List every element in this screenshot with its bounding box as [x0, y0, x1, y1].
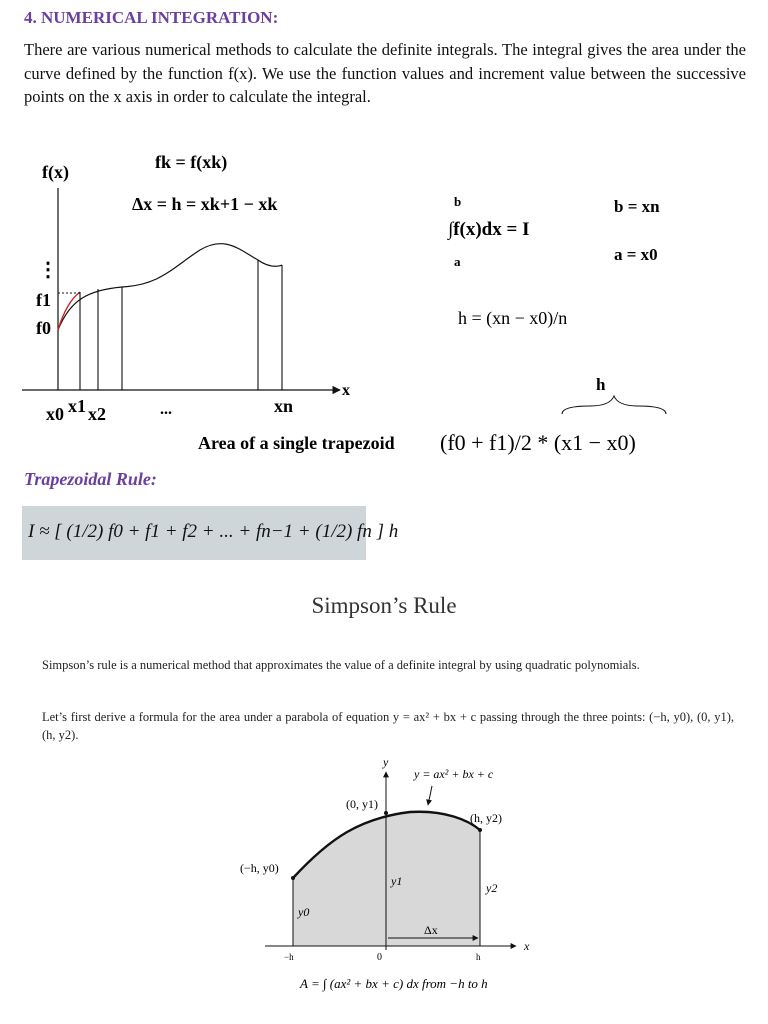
x-axis-label: x — [342, 382, 350, 399]
point-p0-label: (−h, y0) — [240, 861, 279, 875]
section-heading: 4. NUMERICAL INTEGRATION: — [24, 8, 279, 27]
curve-pointer — [428, 786, 432, 805]
f1-label: f1 — [36, 290, 51, 310]
fx-label: f(x) — [42, 162, 69, 182]
x2-label: x2 — [88, 404, 106, 424]
integral-lower-limit: a — [454, 254, 461, 269]
b-equals-xn: b = xn — [614, 197, 660, 216]
simpson-diagram — [0, 750, 768, 1024]
x-ellipsis: ... — [160, 401, 172, 418]
area-single-trapezoid-label: Area of a single trapezoid — [198, 433, 395, 453]
simpson-y-label: y — [383, 755, 389, 769]
h-brace-label: h — [596, 375, 606, 394]
simpson-paragraph-2: Let’s first derive a formula for the area under a parabola of equation y = ax² + bx + c passing through the three points: (−h, y0), (0, y1), (h, y2). — [42, 710, 734, 742]
h-brace — [562, 396, 666, 414]
simpson-area-formula: A = ∫ (ax² + bx + c) dx from −h to h — [300, 976, 488, 991]
x1-label: x1 — [68, 396, 86, 416]
tick-zero: 0 — [377, 952, 382, 963]
fk-definition: fk = f(xk) — [155, 152, 228, 172]
x0-label: x0 — [46, 404, 64, 424]
integral-upper-limit: b — [454, 194, 462, 209]
simpson-paragraph-1: Simpson’s rule is a numerical method that approximates the value of a definite integral by using quadratic polynomials. — [42, 658, 640, 672]
a-equals-x0: a = x0 — [614, 245, 658, 264]
trapezoidal-formula-box — [22, 506, 399, 560]
y1-label: y1 — [391, 874, 403, 888]
intro-paragraph: There are various numerical methods to calculate the definite integrals. The integral gives the area under the curve defined by the function f(x). We use the function values and increment value between the successive points on the x axis in order to calculate the integral. — [24, 40, 746, 106]
area-formula: (f0 + f1)/2 * (x1 − x0) — [440, 430, 636, 455]
simpson-x-label: x — [524, 939, 530, 953]
dx-definition: Δx = h = xk+1 − xk — [132, 194, 278, 214]
simpson-title: Simpson’s Rule — [311, 593, 457, 618]
trapezoidal-formula: I ≈ [ (1/2) f0 + f1 + f2 + ... + fn−1 + (1/2) fn ] h — [28, 521, 399, 542]
curve-equation: y = ax² + bx + c — [414, 767, 494, 781]
xn-label: xn — [274, 396, 294, 416]
function-curve — [58, 244, 282, 330]
point-p1-label: (0, y1) — [346, 797, 378, 811]
trapezoid-diagram — [0, 140, 768, 480]
point-p1 — [384, 811, 388, 815]
trapezoidal-rule-title: Trapezoidal Rule: — [24, 469, 157, 489]
point-p2-label: (h, y2) — [470, 811, 502, 825]
integral-expression: ∫f(x)dx = I — [448, 219, 530, 240]
vertical-dots: ⋮ — [38, 259, 58, 281]
h-formula: h = (xn − x0)/n — [458, 308, 568, 328]
f0-label: f0 — [36, 318, 51, 338]
y0-label: y0 — [298, 905, 310, 919]
tick-pos-h: h — [476, 952, 481, 962]
point-p0 — [291, 876, 295, 880]
point-p2 — [478, 828, 482, 832]
tick-neg-h: −h — [284, 952, 294, 962]
dx-label: Δx — [424, 923, 438, 937]
y2-label: y2 — [486, 881, 498, 895]
